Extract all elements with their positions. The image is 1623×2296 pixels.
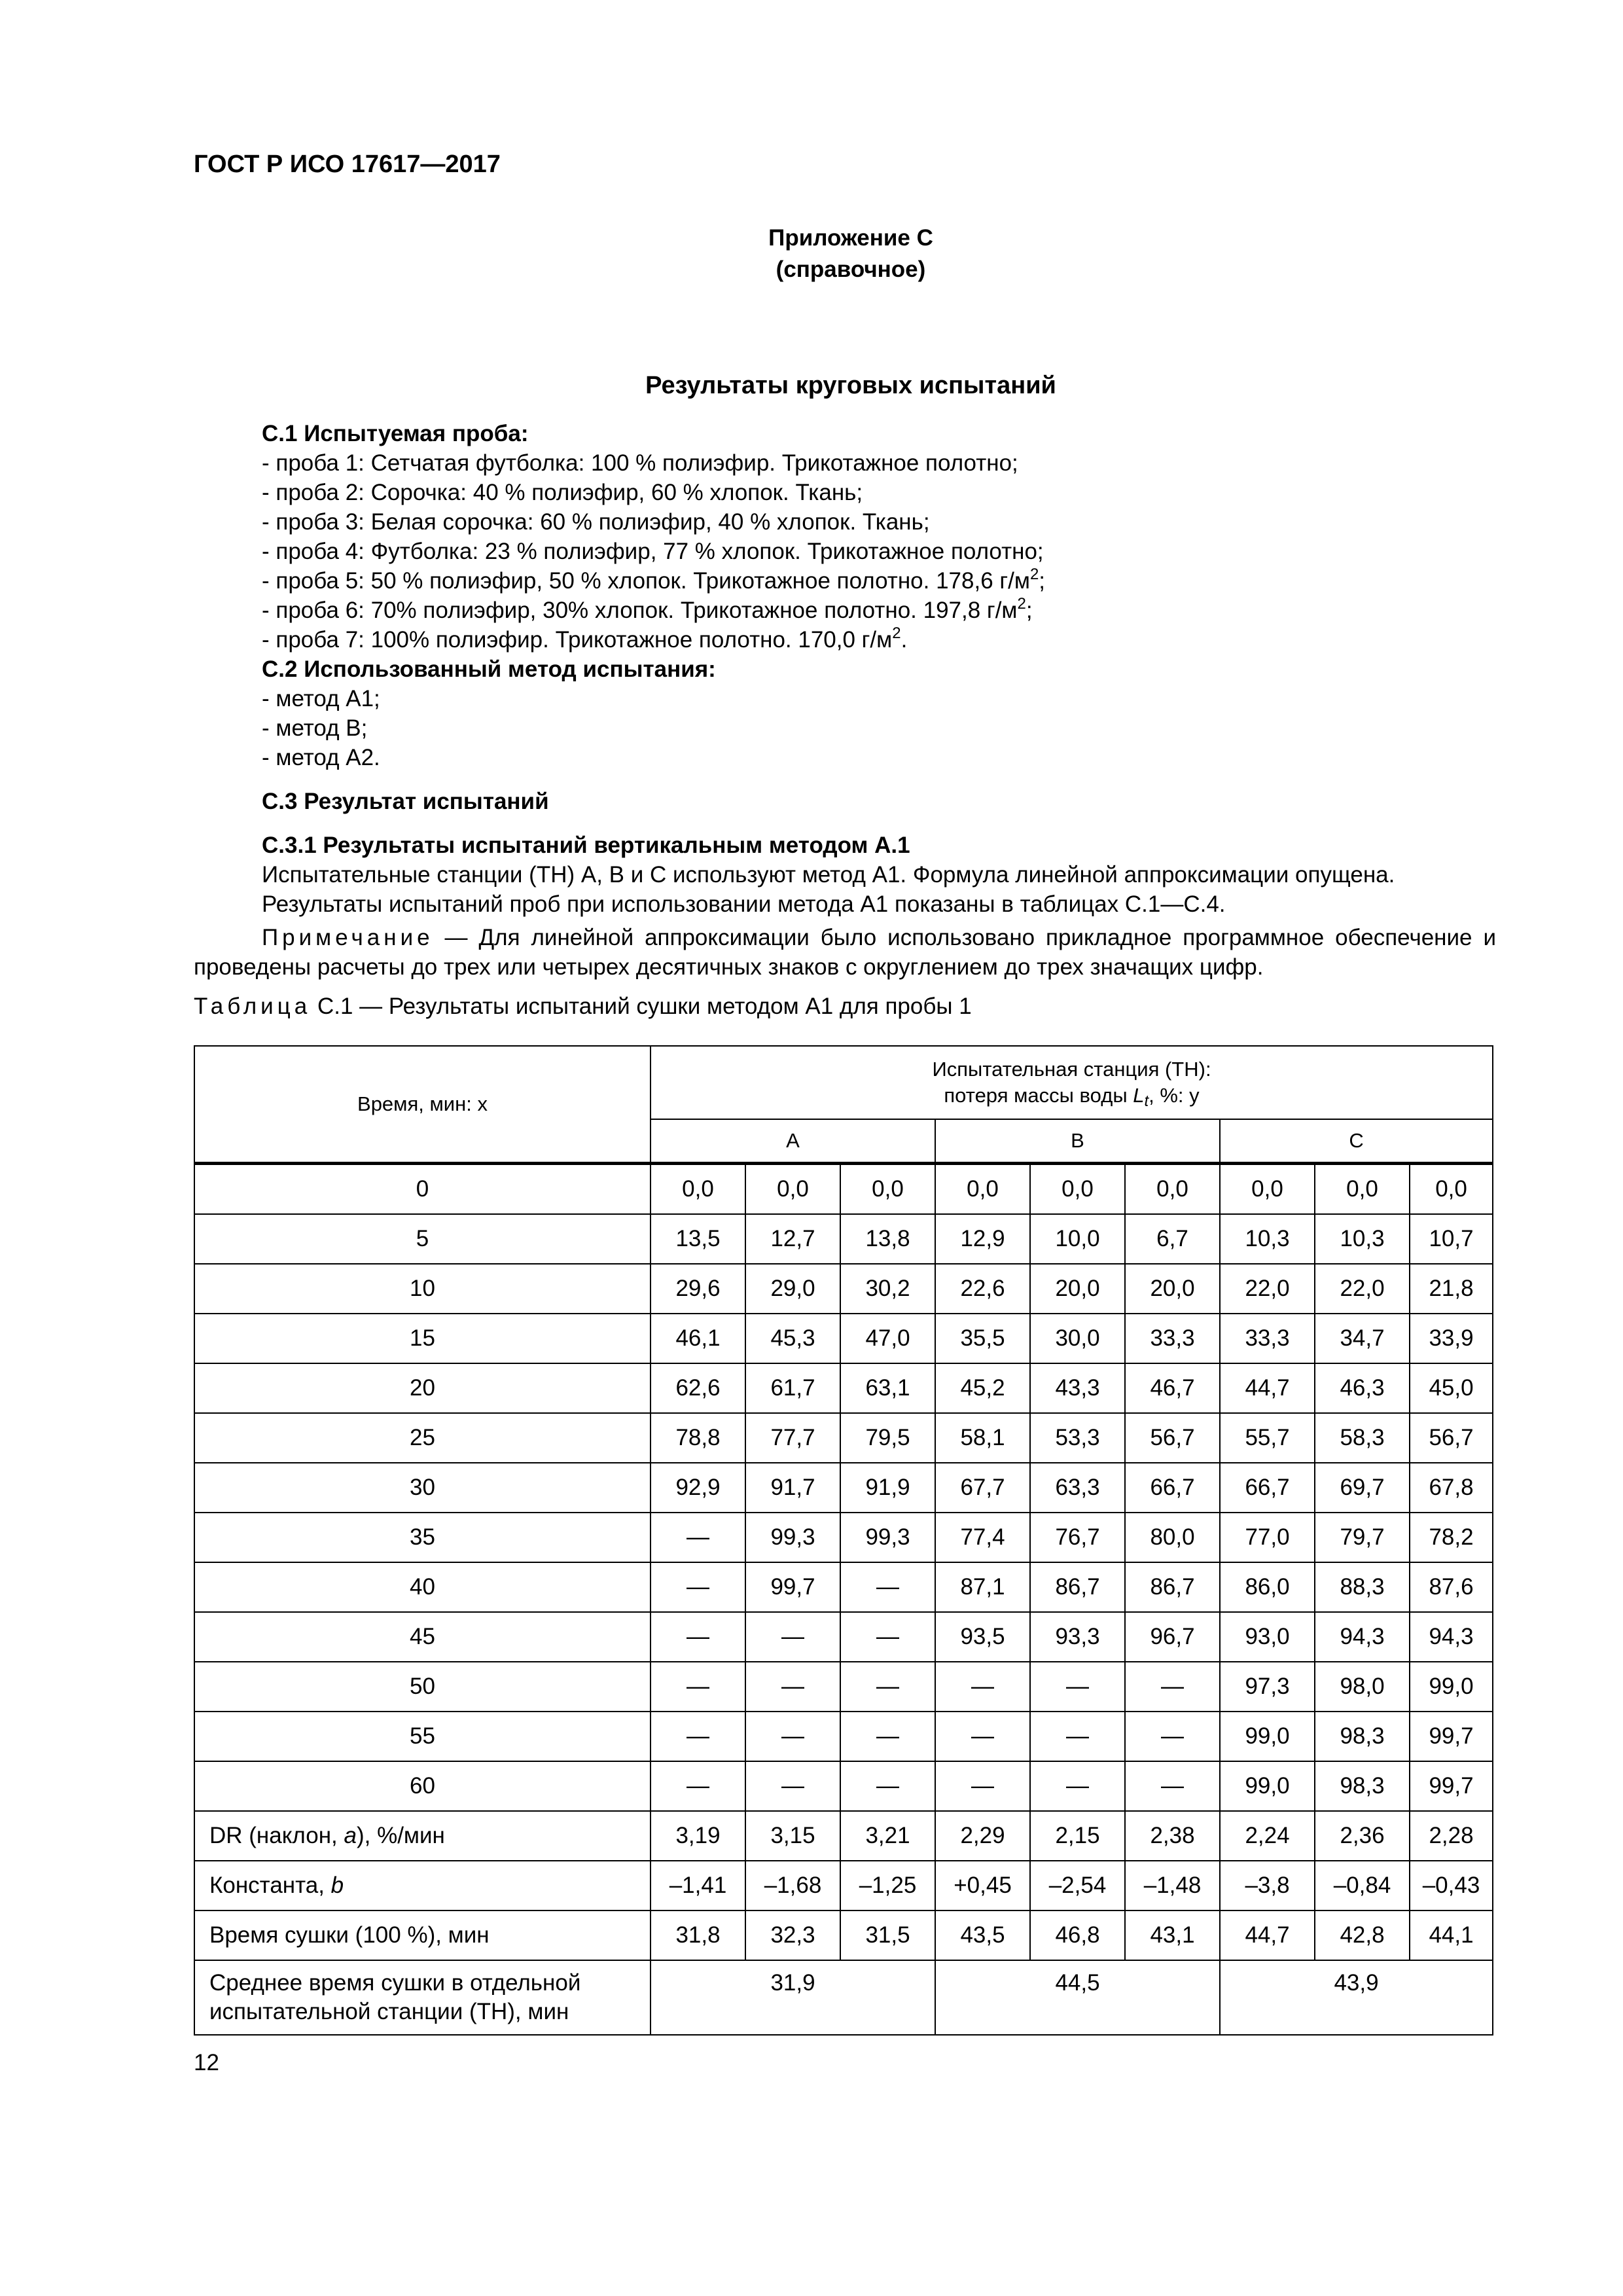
c2-item: - метод А2. (262, 745, 380, 770)
value-cell: 58,1 (935, 1413, 1030, 1463)
note-text: — Для линейной аппроксимации было использовано прикладное программное обеспечение и проведены расчеты до трех или четырех десятичных знаков с округлением до трех значащих цифр. (194, 925, 1496, 980)
table-row (194, 1562, 1493, 1612)
value-cell: 0,0 (935, 1164, 1030, 1215)
value-cell: 86,7 (1125, 1562, 1220, 1612)
value-cell: 46,1 (651, 1314, 745, 1363)
value-cell: 2,28 (1410, 1811, 1493, 1861)
value-cell: — (935, 1761, 1030, 1811)
time-cell: 50 (194, 1662, 651, 1712)
value-cell: 99,3 (745, 1513, 840, 1562)
annex-status: (справочное) (776, 257, 926, 282)
sections-body (262, 419, 1505, 919)
value-cell: 99,7 (1410, 1712, 1493, 1761)
value-cell: 0,0 (1410, 1164, 1493, 1215)
value-cell: 77,0 (1220, 1513, 1315, 1562)
time-header: Время, мин: x (194, 1046, 651, 1164)
value-cell: 33,3 (1220, 1314, 1315, 1363)
c2-item: - метод А1; (262, 686, 380, 711)
value-cell: 2,29 (935, 1811, 1030, 1861)
value-cell: 2,24 (1220, 1811, 1315, 1861)
table-row (194, 1164, 1493, 1215)
table-row (194, 1314, 1493, 1363)
time-cell: 45 (194, 1612, 651, 1662)
value-cell: 56,7 (1125, 1413, 1220, 1463)
value-cell: 91,7 (745, 1463, 840, 1513)
value-cell: 80,0 (1125, 1513, 1220, 1562)
value-cell: 63,3 (1030, 1463, 1125, 1513)
value-cell: 0,0 (1315, 1164, 1410, 1215)
value-cell: 22,0 (1315, 1264, 1410, 1314)
constant-row-label: Константа, b (194, 1861, 651, 1910)
value-cell: — (1125, 1662, 1220, 1712)
value-cell: 86,0 (1220, 1562, 1315, 1612)
note-label: Примечание (262, 925, 434, 950)
value-cell: 78,2 (1410, 1513, 1493, 1562)
value-cell: — (935, 1712, 1030, 1761)
value-cell: 99,0 (1410, 1662, 1493, 1712)
time-cell: 10 (194, 1264, 651, 1314)
value-cell: –3,8 (1220, 1861, 1315, 1910)
value-cell: 43,3 (1030, 1363, 1125, 1413)
value-cell: 45,3 (745, 1314, 840, 1363)
value-cell: –1,25 (840, 1861, 935, 1910)
table-row (194, 1463, 1493, 1513)
value-cell: 99,0 (1220, 1712, 1315, 1761)
c1-item: - проба 4: Футболка: 23 % полиэфир, 77 % хлопок. Трикотажное полотно; (262, 539, 1044, 564)
value-cell: 92,9 (651, 1463, 745, 1513)
value-cell: — (651, 1662, 745, 1712)
value-cell: 78,8 (651, 1413, 745, 1463)
c1-item: - проба 6: 70% полиэфир, 30% хлопок. Трикотажное полотно. 197,8 $г/м^2$; (262, 595, 1033, 623)
c3-1-text: Результаты испытаний проб при использовании метода А1 показаны в таблицах С.1—С.4. (262, 891, 1226, 917)
value-cell: 2,38 (1125, 1811, 1220, 1861)
station-c-header: C (1220, 1119, 1493, 1164)
value-cell: 97,3 (1220, 1662, 1315, 1712)
value-cell: 93,0 (1220, 1612, 1315, 1662)
c1-item: - проба 1: Сетчатая футболка: 100 % полиэфир. Трикотажное полотно; (262, 450, 1018, 476)
value-cell: — (840, 1712, 935, 1761)
time-cell: 30 (194, 1463, 651, 1513)
value-cell: 87,1 (935, 1562, 1030, 1612)
value-cell: — (651, 1513, 745, 1562)
value-cell: –2,54 (1030, 1861, 1125, 1910)
value-cell: 43,1 (1125, 1910, 1220, 1960)
value-cell: 61,7 (745, 1363, 840, 1413)
value-cell: 3,21 (840, 1811, 935, 1861)
value-cell: 62,6 (651, 1363, 745, 1413)
value-cell: 98,3 (1315, 1712, 1410, 1761)
value-cell: –1,41 (651, 1861, 745, 1910)
value-cell: +0,45 (935, 1861, 1030, 1910)
value-cell: 76,7 (1030, 1513, 1125, 1562)
value-cell: 98,0 (1315, 1662, 1410, 1712)
value-cell: 46,7 (1125, 1363, 1220, 1413)
drying-time-row-label: Время сушки (100 %), мин (194, 1910, 651, 1960)
value-cell: 33,9 (1410, 1314, 1493, 1363)
mean-time-row (194, 1960, 1493, 2035)
slope-row-label: DR (наклон, a), %/мин (194, 1811, 651, 1861)
value-cell: 47,0 (840, 1314, 935, 1363)
c1-item: - проба 3: Белая сорочка: 60 % полиэфир, 40 % хлопок. Ткань; (262, 509, 930, 535)
value-cell: 0,0 (1125, 1164, 1220, 1215)
value-cell: 66,7 (1220, 1463, 1315, 1513)
station-b-header: B (935, 1119, 1220, 1164)
value-cell: 20,0 (1030, 1264, 1125, 1314)
value-cell: 67,7 (935, 1463, 1030, 1513)
value-cell: 33,3 (1125, 1314, 1220, 1363)
value-cell: — (840, 1662, 935, 1712)
value-cell: 93,3 (1030, 1612, 1125, 1662)
mean-value-cell: 43,9 (1220, 1960, 1493, 2035)
page-number: 12 (194, 2050, 219, 2075)
value-cell: 0,0 (840, 1164, 935, 1215)
value-cell: 0,0 (1030, 1164, 1125, 1215)
value-cell: 31,8 (651, 1910, 745, 1960)
drying-time-row (194, 1910, 1493, 1960)
value-cell: 44,7 (1220, 1910, 1315, 1960)
value-cell: 44,7 (1220, 1363, 1315, 1413)
value-cell: 94,3 (1410, 1612, 1493, 1662)
value-cell: 43,5 (935, 1910, 1030, 1960)
value-cell: 0,0 (1220, 1164, 1315, 1215)
time-cell: 0 (194, 1164, 651, 1215)
c1-item: - проба 5: 50 % полиэфир, 50 % хлопок. Трикотажное полотно. 178,6 $г/м^2$; (262, 565, 1046, 594)
value-cell: 56,7 (1410, 1413, 1493, 1463)
value-cell: 67,8 (1410, 1463, 1493, 1513)
time-cell: 35 (194, 1513, 651, 1562)
value-cell: 22,6 (935, 1264, 1030, 1314)
value-cell: 99,0 (1220, 1761, 1315, 1811)
value-cell: 34,7 (1315, 1314, 1410, 1363)
value-cell: 20,0 (1125, 1264, 1220, 1314)
value-cell: 53,3 (1030, 1413, 1125, 1463)
value-cell: — (1030, 1761, 1125, 1811)
table-row (194, 1413, 1493, 1463)
value-cell: — (840, 1612, 935, 1662)
time-cell: 5 (194, 1214, 651, 1264)
time-cell: 40 (194, 1562, 651, 1612)
value-cell: 46,3 (1315, 1363, 1410, 1413)
value-cell: 88,3 (1315, 1562, 1410, 1612)
table-row (194, 1761, 1493, 1811)
value-cell: –1,68 (745, 1861, 840, 1910)
section-title: Результаты круговых испытаний (645, 372, 1056, 399)
annex-title: Приложение С (768, 225, 933, 251)
time-cell: 20 (194, 1363, 651, 1413)
value-cell: 91,9 (840, 1463, 935, 1513)
value-cell: 10,7 (1410, 1214, 1493, 1264)
value-cell: 55,7 (1220, 1413, 1315, 1463)
value-cell: 3,19 (651, 1811, 745, 1861)
c1-item: - проба 7: 100% полиэфир. Трикотажное полотно. 170,0 $г/м^2$. (262, 624, 908, 653)
c2-item: - метод В; (262, 715, 368, 741)
value-cell: 0,0 (745, 1164, 840, 1215)
table-row (194, 1214, 1493, 1264)
value-cell: 87,6 (1410, 1562, 1493, 1612)
value-cell: 63,1 (840, 1363, 935, 1413)
value-cell: 6,7 (1125, 1214, 1220, 1264)
value-cell: 32,3 (745, 1910, 840, 1960)
constant-row (194, 1861, 1493, 1910)
value-cell: 29,6 (651, 1264, 745, 1314)
value-cell: 44,1 (1410, 1910, 1493, 1960)
c2-heading: С.2 Использованный метод испытания: (262, 656, 716, 682)
value-cell: –1,48 (1125, 1861, 1220, 1910)
value-cell: 10,3 (1220, 1214, 1315, 1264)
table-caption (194, 994, 972, 1020)
value-cell: 99,3 (840, 1513, 935, 1562)
results-table (194, 1045, 1493, 2036)
c3-1-text: Испытательные станции (ТН) А, В и С используют метод А1. Формула линейной аппроксимации опущена. (262, 862, 1395, 888)
time-cell: 25 (194, 1413, 651, 1463)
value-cell: 13,5 (651, 1214, 745, 1264)
value-cell: 96,7 (1125, 1612, 1220, 1662)
table-caption-label: Таблица (194, 994, 312, 1019)
time-cell: 60 (194, 1761, 651, 1811)
table-row (194, 1363, 1493, 1413)
c3-heading: С.3 Результат испытаний (262, 789, 549, 814)
value-cell: 12,7 (745, 1214, 840, 1264)
value-cell: 0,0 (651, 1164, 745, 1215)
value-cell: — (745, 1612, 840, 1662)
value-cell: — (745, 1662, 840, 1712)
value-cell: 99,7 (1410, 1761, 1493, 1811)
value-cell: — (1030, 1662, 1125, 1712)
value-cell: — (935, 1662, 1030, 1712)
station-header: Испытательная станция (ТН): потеря массы воды $L_t$, %: y (651, 1046, 1493, 1119)
value-cell: 69,7 (1315, 1463, 1410, 1513)
value-cell: 93,5 (935, 1612, 1030, 1662)
table-row (194, 1712, 1493, 1761)
document-code: ГОСТ Р ИСО 17617—2017 (194, 151, 501, 178)
value-cell: 94,3 (1315, 1612, 1410, 1662)
value-cell: 46,8 (1030, 1910, 1125, 1960)
value-cell: 21,8 (1410, 1264, 1493, 1314)
value-cell: 98,3 (1315, 1761, 1410, 1811)
value-cell: — (651, 1761, 745, 1811)
value-cell: 77,7 (745, 1413, 840, 1463)
value-cell: — (651, 1712, 745, 1761)
value-cell: 13,8 (840, 1214, 935, 1264)
mean-value-cell: 31,9 (651, 1960, 935, 2035)
value-cell: 42,8 (1315, 1910, 1410, 1960)
note-paragraph (194, 923, 1496, 982)
value-cell: — (1125, 1761, 1220, 1811)
table-row (194, 1662, 1493, 1712)
value-cell: 86,7 (1030, 1562, 1125, 1612)
value-cell: 10,0 (1030, 1214, 1125, 1264)
value-cell: 79,7 (1315, 1513, 1410, 1562)
value-cell: 3,15 (745, 1811, 840, 1861)
table-row (194, 1612, 1493, 1662)
mean-value-cell: 44,5 (935, 1960, 1220, 2035)
value-cell: 77,4 (935, 1513, 1030, 1562)
value-cell: –0,84 (1315, 1861, 1410, 1910)
value-cell: 22,0 (1220, 1264, 1315, 1314)
value-cell: 30,2 (840, 1264, 935, 1314)
c1-item: - проба 2: Сорочка: 40 % полиэфир, 60 % хлопок. Ткань; (262, 480, 863, 505)
value-cell: 45,0 (1410, 1363, 1493, 1413)
value-cell: — (1030, 1712, 1125, 1761)
value-cell: 2,15 (1030, 1811, 1125, 1861)
value-cell: 66,7 (1125, 1463, 1220, 1513)
value-cell: — (1125, 1712, 1220, 1761)
c1-heading: С.1 Испытуемая проба: (262, 421, 529, 446)
value-cell: 31,5 (840, 1910, 935, 1960)
value-cell: — (651, 1562, 745, 1612)
value-cell: 45,2 (935, 1363, 1030, 1413)
station-a-header: A (651, 1119, 935, 1164)
value-cell: 99,7 (745, 1562, 840, 1612)
annex-heading (0, 223, 1623, 285)
value-cell: –0,43 (1410, 1861, 1493, 1910)
value-cell: 30,0 (1030, 1314, 1125, 1363)
value-cell: — (745, 1761, 840, 1811)
value-cell: — (745, 1712, 840, 1761)
value-cell: 35,5 (935, 1314, 1030, 1363)
slope-row (194, 1811, 1493, 1861)
value-cell: 79,5 (840, 1413, 935, 1463)
value-cell: 58,3 (1315, 1413, 1410, 1463)
value-cell: — (840, 1562, 935, 1612)
value-cell: — (651, 1612, 745, 1662)
c3-1-heading: С.3.1 Результаты испытаний вертикальным методом А.1 (262, 833, 910, 858)
time-cell: 15 (194, 1314, 651, 1363)
value-cell: 29,0 (745, 1264, 840, 1314)
time-cell: 55 (194, 1712, 651, 1761)
table-caption-text: С.1 — Результаты испытаний сушки методом А1 для пробы 1 (311, 994, 972, 1019)
table-row (194, 1513, 1493, 1562)
table-row (194, 1264, 1493, 1314)
value-cell: — (840, 1761, 935, 1811)
value-cell: 10,3 (1315, 1214, 1410, 1264)
value-cell: 12,9 (935, 1214, 1030, 1264)
value-cell: 2,36 (1315, 1811, 1410, 1861)
mean-time-label: Среднее время сушки в отдельной испытательной станции (ТН), мин (194, 1960, 651, 2035)
